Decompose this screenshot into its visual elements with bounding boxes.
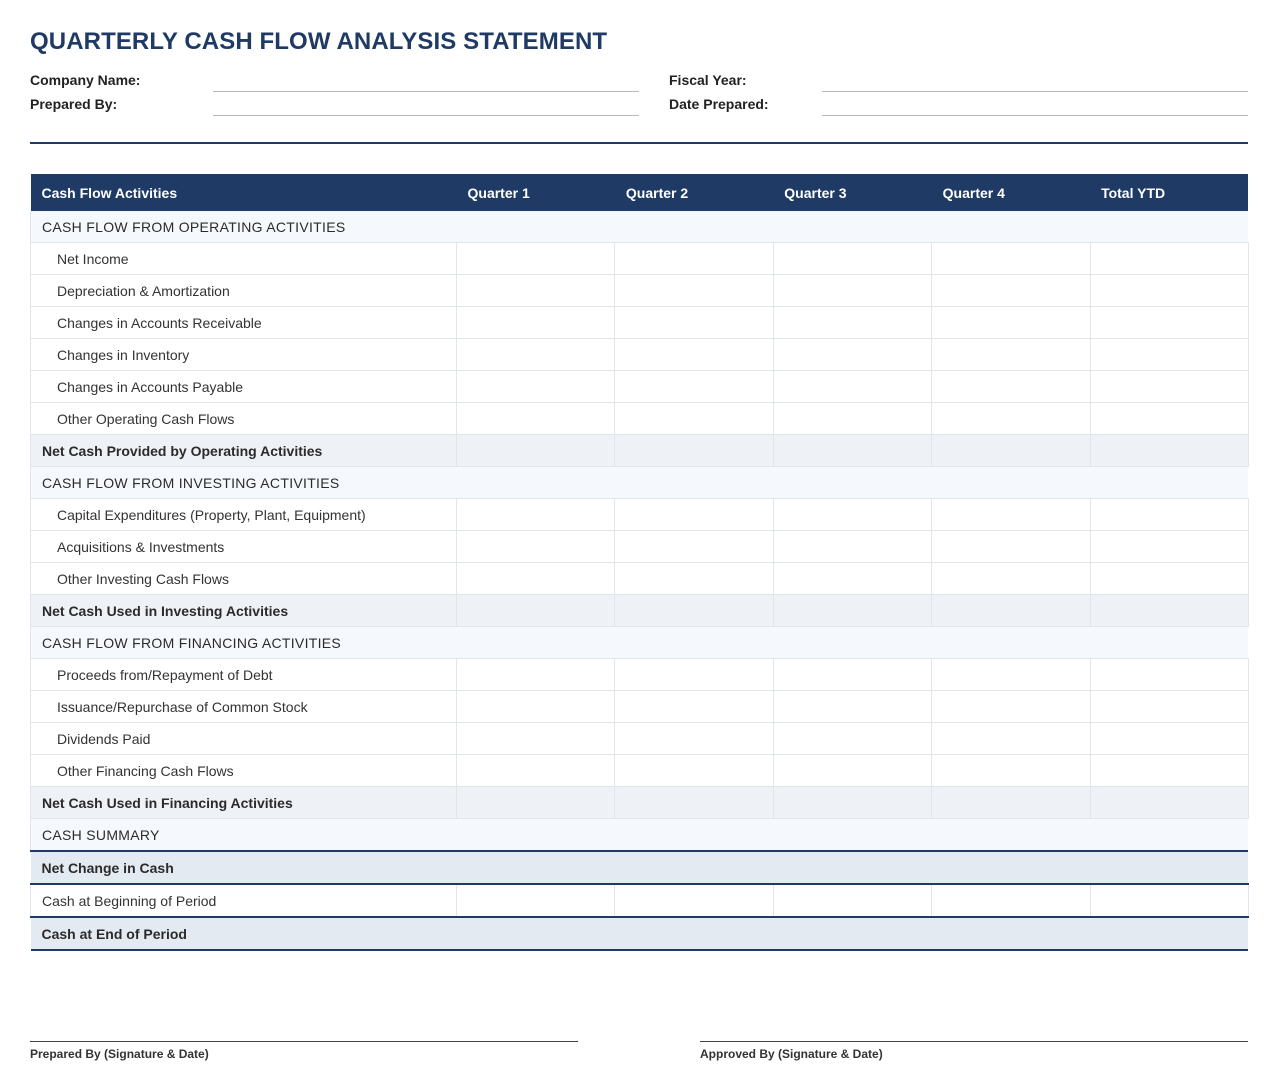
value-cell[interactable] bbox=[773, 275, 931, 307]
value-cell[interactable] bbox=[932, 595, 1090, 627]
value-cell[interactable] bbox=[615, 307, 773, 339]
value-cell[interactable] bbox=[615, 723, 773, 755]
table-row bbox=[31, 499, 1249, 531]
value-cell[interactable] bbox=[932, 499, 1090, 531]
fiscal-year-field[interactable] bbox=[822, 91, 1248, 92]
value-cell[interactable] bbox=[932, 723, 1090, 755]
value-cell[interactable] bbox=[773, 595, 931, 627]
row-label: Other Operating Cash Flows bbox=[31, 403, 457, 435]
value-cell[interactable] bbox=[615, 371, 773, 403]
value-cell[interactable] bbox=[457, 403, 615, 435]
value-cell[interactable] bbox=[773, 403, 931, 435]
column-header-total-ytd: Total YTD bbox=[1090, 174, 1248, 211]
value-cell[interactable] bbox=[932, 787, 1090, 819]
ending-cash-row bbox=[31, 917, 1249, 950]
value-cell[interactable] bbox=[932, 691, 1090, 723]
value-cell[interactable] bbox=[457, 884, 615, 917]
section-title-investing: CASH FLOW FROM INVESTING ACTIVITIES bbox=[31, 467, 1249, 499]
cash-flow-table bbox=[30, 174, 1249, 951]
value-cell[interactable] bbox=[615, 691, 773, 723]
value-cell[interactable] bbox=[615, 755, 773, 787]
value-cell[interactable] bbox=[1090, 595, 1248, 627]
section-row-investing bbox=[31, 467, 1249, 499]
value-cell[interactable] bbox=[615, 243, 773, 275]
prepared-by-field[interactable] bbox=[213, 115, 639, 116]
table-header-row bbox=[31, 174, 1249, 211]
value-cell[interactable] bbox=[457, 243, 615, 275]
value-cell[interactable] bbox=[932, 403, 1090, 435]
value-cell[interactable] bbox=[615, 339, 773, 371]
value-cell[interactable] bbox=[932, 435, 1090, 467]
value-cell[interactable] bbox=[457, 371, 615, 403]
approved-signature-label: Approved By (Signature & Date) bbox=[700, 1047, 883, 1061]
value-cell[interactable] bbox=[773, 884, 931, 917]
value-cell[interactable] bbox=[1090, 787, 1248, 819]
value-cell[interactable] bbox=[615, 275, 773, 307]
value-cell[interactable] bbox=[1090, 531, 1248, 563]
table-row bbox=[31, 243, 1249, 275]
value-cell[interactable] bbox=[932, 755, 1090, 787]
net-label-operating: Net Cash Provided by Operating Activities bbox=[31, 435, 457, 467]
value-cell[interactable] bbox=[457, 595, 615, 627]
row-label: Depreciation & Amortization bbox=[31, 275, 457, 307]
value-cell[interactable] bbox=[457, 691, 615, 723]
value-cell[interactable] bbox=[773, 243, 931, 275]
value-cell[interactable] bbox=[1090, 435, 1248, 467]
net-change-row bbox=[31, 851, 1249, 884]
section-title-summary: CASH SUMMARY bbox=[31, 819, 1249, 852]
row-label: Acquisitions & Investments bbox=[31, 531, 457, 563]
row-label: Changes in Accounts Receivable bbox=[31, 307, 457, 339]
column-header-activities: Cash Flow Activities bbox=[31, 174, 457, 211]
table-row bbox=[31, 755, 1249, 787]
value-cell[interactable] bbox=[1090, 403, 1248, 435]
value-cell[interactable] bbox=[457, 659, 615, 691]
value-cell[interactable] bbox=[615, 435, 773, 467]
table-row bbox=[31, 659, 1249, 691]
ending-cash-label: Cash at End of Period bbox=[31, 917, 1249, 950]
table-row bbox=[31, 691, 1249, 723]
row-label: Net Income bbox=[31, 243, 457, 275]
value-cell[interactable] bbox=[615, 659, 773, 691]
value-cell[interactable] bbox=[932, 659, 1090, 691]
approved-signature-line[interactable] bbox=[700, 1041, 1248, 1042]
row-label: Proceeds from/Repayment of Debt bbox=[31, 659, 457, 691]
value-cell[interactable] bbox=[773, 755, 931, 787]
value-cell[interactable] bbox=[1090, 659, 1248, 691]
value-cell[interactable] bbox=[615, 787, 773, 819]
row-label: Changes in Inventory bbox=[31, 339, 457, 371]
page-title: QUARTERLY CASH FLOW ANALYSIS STATEMENT bbox=[30, 28, 608, 55]
prepared-signature-label: Prepared By (Signature & Date) bbox=[30, 1047, 209, 1061]
column-header-quarter-2: Quarter 2 bbox=[615, 174, 773, 211]
value-cell[interactable] bbox=[457, 723, 615, 755]
value-cell[interactable] bbox=[1090, 275, 1248, 307]
beginning-cash-label: Cash at Beginning of Period bbox=[31, 884, 457, 917]
value-cell[interactable] bbox=[615, 531, 773, 563]
value-cell[interactable] bbox=[932, 884, 1090, 917]
column-header-quarter-3: Quarter 3 bbox=[773, 174, 931, 211]
section-row-financing bbox=[31, 627, 1249, 659]
value-cell[interactable] bbox=[932, 531, 1090, 563]
row-label: Capital Expenditures (Property, Plant, Equipment) bbox=[31, 499, 457, 531]
value-cell[interactable] bbox=[932, 275, 1090, 307]
value-cell[interactable] bbox=[1090, 723, 1248, 755]
value-cell[interactable] bbox=[773, 563, 931, 595]
prepared-by-label: Prepared By: bbox=[30, 96, 118, 112]
value-cell[interactable] bbox=[773, 659, 931, 691]
value-cell[interactable] bbox=[1090, 499, 1248, 531]
row-label: Other Financing Cash Flows bbox=[31, 755, 457, 787]
date-prepared-field[interactable] bbox=[822, 115, 1248, 116]
row-label: Changes in Accounts Payable bbox=[31, 371, 457, 403]
net-row-operating bbox=[31, 435, 1249, 467]
date-prepared-label: Date Prepared: bbox=[669, 96, 769, 112]
company-name-label: Company Name: bbox=[30, 72, 141, 88]
table-row bbox=[31, 371, 1249, 403]
table-row bbox=[31, 339, 1249, 371]
row-label: Issuance/Repurchase of Common Stock bbox=[31, 691, 457, 723]
section-title-financing: CASH FLOW FROM FINANCING ACTIVITIES bbox=[31, 627, 1249, 659]
value-cell[interactable] bbox=[1090, 691, 1248, 723]
beginning-cash-row bbox=[31, 884, 1249, 917]
value-cell[interactable] bbox=[457, 755, 615, 787]
value-cell[interactable] bbox=[615, 563, 773, 595]
value-cell[interactable] bbox=[615, 499, 773, 531]
header-divider bbox=[30, 142, 1248, 144]
value-cell[interactable] bbox=[457, 531, 615, 563]
value-cell[interactable] bbox=[457, 499, 615, 531]
net-row-financing bbox=[31, 787, 1249, 819]
table-row bbox=[31, 403, 1249, 435]
value-cell[interactable] bbox=[457, 275, 615, 307]
value-cell[interactable] bbox=[932, 563, 1090, 595]
section-title-operating: CASH FLOW FROM OPERATING ACTIVITIES bbox=[31, 211, 1249, 243]
value-cell[interactable] bbox=[1090, 563, 1248, 595]
column-header-quarter-4: Quarter 4 bbox=[932, 174, 1090, 211]
value-cell[interactable] bbox=[615, 403, 773, 435]
net-label-investing: Net Cash Used in Investing Activities bbox=[31, 595, 457, 627]
value-cell[interactable] bbox=[773, 371, 931, 403]
row-label: Dividends Paid bbox=[31, 723, 457, 755]
value-cell[interactable] bbox=[773, 723, 931, 755]
value-cell[interactable] bbox=[773, 339, 931, 371]
value-cell[interactable] bbox=[932, 339, 1090, 371]
column-header-quarter-1: Quarter 1 bbox=[457, 174, 615, 211]
value-cell[interactable] bbox=[773, 499, 931, 531]
company-name-field[interactable] bbox=[213, 91, 639, 92]
section-row-operating bbox=[31, 211, 1249, 243]
value-cell[interactable] bbox=[457, 435, 615, 467]
net-change-label: Net Change in Cash bbox=[31, 851, 1249, 884]
value-cell[interactable] bbox=[457, 307, 615, 339]
value-cell[interactable] bbox=[773, 691, 931, 723]
value-cell[interactable] bbox=[773, 307, 931, 339]
table-row bbox=[31, 723, 1249, 755]
value-cell[interactable] bbox=[932, 371, 1090, 403]
value-cell[interactable] bbox=[773, 435, 931, 467]
table-row bbox=[31, 563, 1249, 595]
table-row bbox=[31, 307, 1249, 339]
value-cell[interactable] bbox=[932, 243, 1090, 275]
net-row-investing bbox=[31, 595, 1249, 627]
row-label: Other Investing Cash Flows bbox=[31, 563, 457, 595]
value-cell[interactable] bbox=[1090, 243, 1248, 275]
value-cell[interactable] bbox=[1090, 339, 1248, 371]
fiscal-year-label: Fiscal Year: bbox=[669, 72, 747, 88]
value-cell[interactable] bbox=[773, 531, 931, 563]
value-cell[interactable] bbox=[615, 884, 773, 917]
table-row bbox=[31, 275, 1249, 307]
net-label-financing: Net Cash Used in Financing Activities bbox=[31, 787, 457, 819]
value-cell[interactable] bbox=[457, 787, 615, 819]
prepared-signature-line[interactable] bbox=[30, 1041, 578, 1042]
section-row-summary bbox=[31, 819, 1249, 852]
value-cell[interactable] bbox=[1090, 884, 1248, 917]
value-cell[interactable] bbox=[932, 307, 1090, 339]
value-cell[interactable] bbox=[457, 563, 615, 595]
value-cell[interactable] bbox=[1090, 755, 1248, 787]
value-cell[interactable] bbox=[773, 787, 931, 819]
value-cell[interactable] bbox=[1090, 371, 1248, 403]
value-cell[interactable] bbox=[615, 595, 773, 627]
table-row bbox=[31, 531, 1249, 563]
value-cell[interactable] bbox=[1090, 307, 1248, 339]
value-cell[interactable] bbox=[457, 339, 615, 371]
